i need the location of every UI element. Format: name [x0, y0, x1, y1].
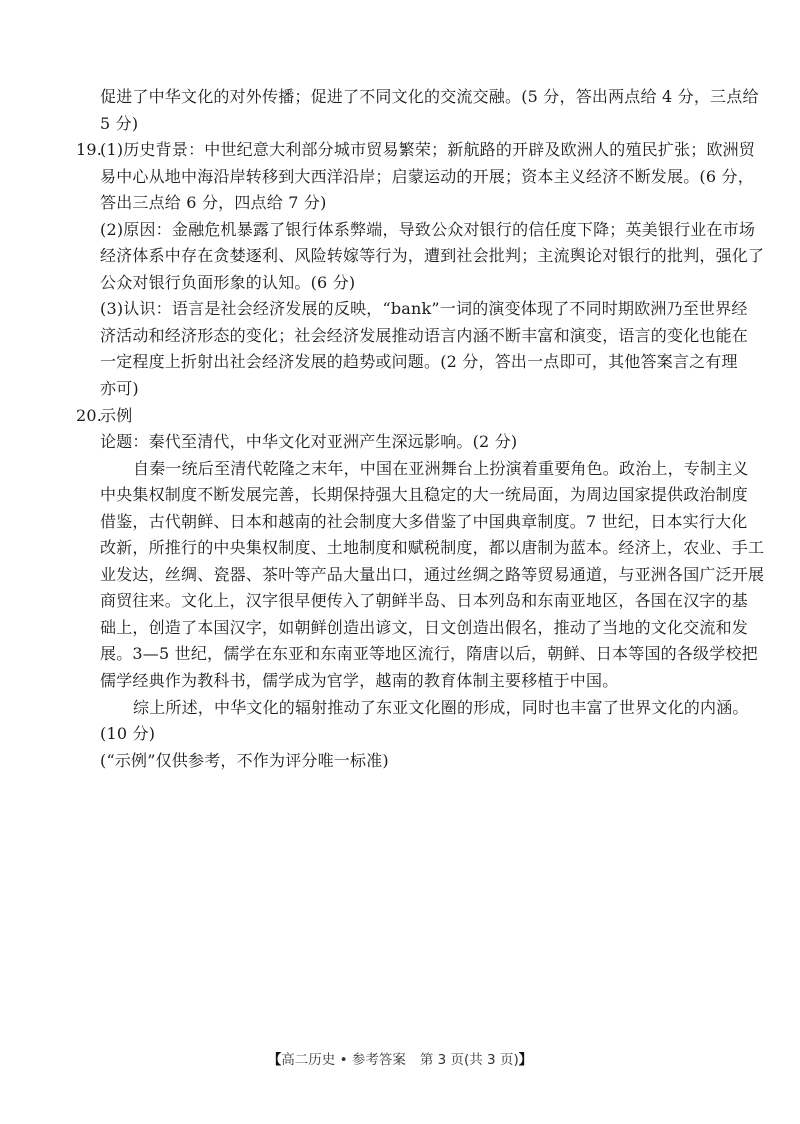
- text-line: [100, 323, 749, 350]
- line-text: 经济体系中存在贪婪逐利、风险转嫁等行为，遭到社会批判；主流舆论对银行的批判，强化了: [100, 246, 765, 266]
- line-text: (“示例”仅供参考，不作为评分唯一标准): [100, 750, 389, 770]
- footer-dot: •: [339, 1052, 348, 1068]
- line-text: 中央集权制度不断发展完善，长期保持强大且稳定的大一统局面，为周边国家提供政治制度: [100, 485, 749, 505]
- footer-course: 高二历史: [281, 1052, 336, 1068]
- line-text: 示例: [100, 405, 133, 425]
- text-line: [100, 509, 748, 536]
- line-text: 济活动和经济形态的变化；社会经济发展推动语言内涵不断丰富和演变，语言的变化也能在: [100, 325, 749, 345]
- question-number: 19.: [76, 140, 103, 160]
- page-footer: [0, 1048, 800, 1068]
- text-line: [100, 243, 765, 270]
- line-text: 促进了中华文化的对外传播；促进了不同文化的交流交融。(5 分，答出两点给 4 分，三点给: [100, 87, 759, 106]
- line-text: 业发达，丝绸、瓷器、茶叶等产品大量出口，通过丝绸之路等贸易通道，与亚洲各国广泛开展: [100, 564, 765, 584]
- line-text: 5 分): [100, 113, 139, 133]
- text-line: [100, 721, 724, 748]
- question-start-line: [76, 403, 724, 430]
- line-text: 易中心从地中海沿岸转移到大西洋沿岸；启蒙运动的开展；资本主义经济不断发展。(6 分，: [100, 166, 754, 186]
- text-line: [100, 562, 765, 589]
- line-text: 论题：秦代至清代，中华文化对亚洲产生深远影响。(2 分): [100, 432, 518, 452]
- text-line: [100, 429, 724, 456]
- line-text: 商贸往来。文化上，汉字很早便传入了朝鲜半岛、日本列岛和东南亚地区，各国在汉字的基: [100, 591, 749, 611]
- text-line: [100, 641, 758, 668]
- text-line: [100, 84, 759, 111]
- line-text: 借鉴，古代朝鲜、日本和越南的社会制度大多借鉴了中国典章制度。7 世纪，日本实行大化: [100, 511, 748, 531]
- line-text: 自秦一统后至清代乾隆之末年，中国在亚洲舞台上扮演着重要角色。政治上，专制主义: [133, 458, 749, 478]
- text-line: [100, 349, 738, 376]
- question-start-line: [76, 137, 756, 164]
- line-text: 展。3—5 世纪，儒学在东亚和东南亚等地区流行，隋唐以后，朝鲜、日本等国的各级学校把: [100, 644, 758, 664]
- text-line: [100, 588, 749, 615]
- paragraph-start-line: [100, 695, 749, 722]
- answer-content: [76, 84, 765, 774]
- footer-doc-type: 参考答案: [351, 1052, 406, 1068]
- line-text: 公众对银行负面形象的认知。(6 分): [100, 272, 356, 292]
- text-line: [100, 535, 765, 562]
- footer-open-bracket: 【: [267, 1052, 282, 1068]
- text-line: [100, 190, 724, 217]
- text-line: [100, 217, 756, 244]
- line-text: (10 分): [100, 724, 156, 744]
- text-line: [100, 668, 724, 695]
- line-text: (2)原因：金融危机暴露了银行体系弊端，导致公众对银行的信任度下降；英美银行业在市场: [100, 219, 756, 239]
- footer-page-number: 第 3 页(共 3 页): [419, 1052, 519, 1068]
- paragraph-start-line: [100, 456, 749, 483]
- footer-close-bracket: 】: [518, 1052, 533, 1068]
- line-text: 一定程度上折射出社会经济发展的趋势或问题。(2 分，答出一点即可，其他答案言之有理: [100, 352, 738, 372]
- line-text: (1)历史背景：中世纪意大利部分城市贸易繁荣；新航路的开辟及欧洲人的殖民扩张；欧洲贸: [100, 140, 756, 160]
- line-text: (3)认识：语言是社会经济发展的反映，“bank”一词的演变体现了不同时期欧洲乃至世界经: [100, 299, 748, 319]
- line-text: 综上所述，中华文化的辐射推动了东亚文化圈的形成，同时也丰富了世界文化的内涵。: [133, 697, 749, 717]
- text-line: [100, 270, 724, 297]
- line-text: 儒学经典作为教科书，儒学成为官学，越南的教育体制主要移植于中国。: [100, 671, 619, 691]
- text-line: [100, 111, 724, 138]
- text-line: [100, 164, 754, 191]
- line-text: 础上，创造了本国汉字，如朝鲜创造出谚文，日文创造出假名，推动了当地的文化交流和发: [100, 617, 749, 637]
- text-line: [100, 482, 749, 509]
- line-text: 改新，所推行的中央集权制度、土地制度和赋税制度，都以唐制为蓝本。经济上，农业、手工: [100, 538, 765, 558]
- text-line: [100, 615, 749, 642]
- text-line: [100, 748, 724, 775]
- question-number: 20.: [76, 405, 103, 425]
- line-text: 答出三点给 6 分，四点给 7 分): [100, 193, 327, 213]
- text-line: [100, 296, 748, 323]
- line-text: 亦可): [100, 379, 139, 399]
- text-line: [100, 376, 724, 403]
